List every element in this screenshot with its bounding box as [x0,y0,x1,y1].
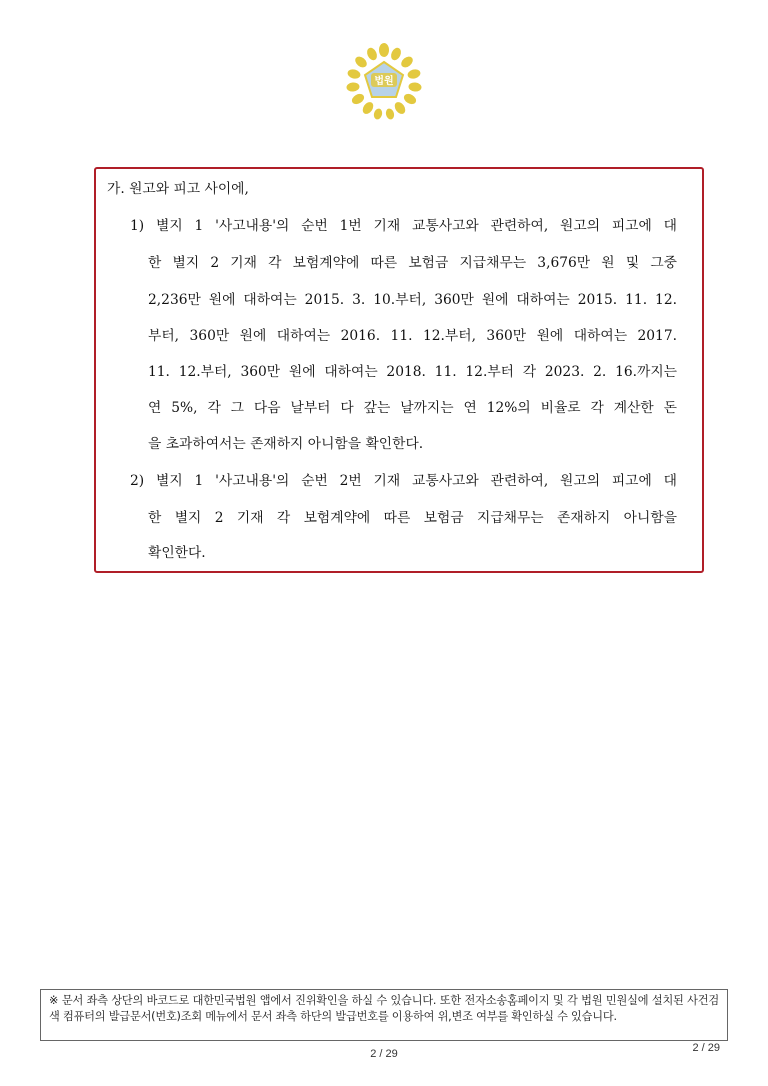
item-2-line-1: 2) 별지 1 '사고내용'의 순번 2번 기재 교통사고와 관련하여, 원고의 피고에 대 [130,473,677,489]
court-emblem-icon [340,42,428,122]
item-1-line-4: 부터, 360만 원에 대하여는 2016. 11. 12.부터, 360만 원에 대하여는 2017. [148,328,677,344]
page-number-right: 2 / 29 [692,1042,720,1054]
verification-notice: ※ 문서 좌측 상단의 바코드로 대한민국법원 앱에서 진위확인을 하실 수 있습니다. 또한 전자소송홈페이지 및 각 법원 민원실에 설치된 사건검색 컴퓨터의 발급문서(번호)조회 메뉴에서 문서 좌측 하단의 발급번호를 이용하여 위,변조 여부를 확인하실 수 있습니다. [40,989,728,1041]
item-1-line-5: 11. 12.부터, 360만 원에 대하여는 2018. 11. 12.부터 각 2023. 2. 16.까지는 [148,364,677,380]
section-heading: 가. 원고와 피고 사이에, [107,181,249,197]
emblem-text: 법원 [374,76,394,87]
item-1-line-1: 1) 별지 1 '사고내용'의 순번 1번 기재 교통사고와 관련하여, 원고의 피고에 대 [130,218,677,234]
item-2-line-3: 확인한다. [148,545,206,561]
item-1-line-6: 연 5%, 각 그 다음 날부터 다 갚는 날까지는 연 12%의 비율로 각 계산한 돈 [148,400,677,416]
item-2-line-2: 한 별지 2 기재 각 보험계약에 따른 보험금 지급채무는 존재하지 아니함을 [148,510,677,526]
page-number: 2 / 29 [370,1048,398,1060]
item-1-line-2: 한 별지 2 기재 각 보험계약에 따른 보험금 지급채무는 3,676만 원 및 그중 [148,255,677,271]
item-1-line-3: 2,236만 원에 대하여는 2015. 3. 10.부터, 360만 원에 대하여는 2015. 11. 12. [148,292,677,308]
item-1-line-7: 을 초과하여서는 존재하지 아니함을 확인한다. [148,436,424,452]
